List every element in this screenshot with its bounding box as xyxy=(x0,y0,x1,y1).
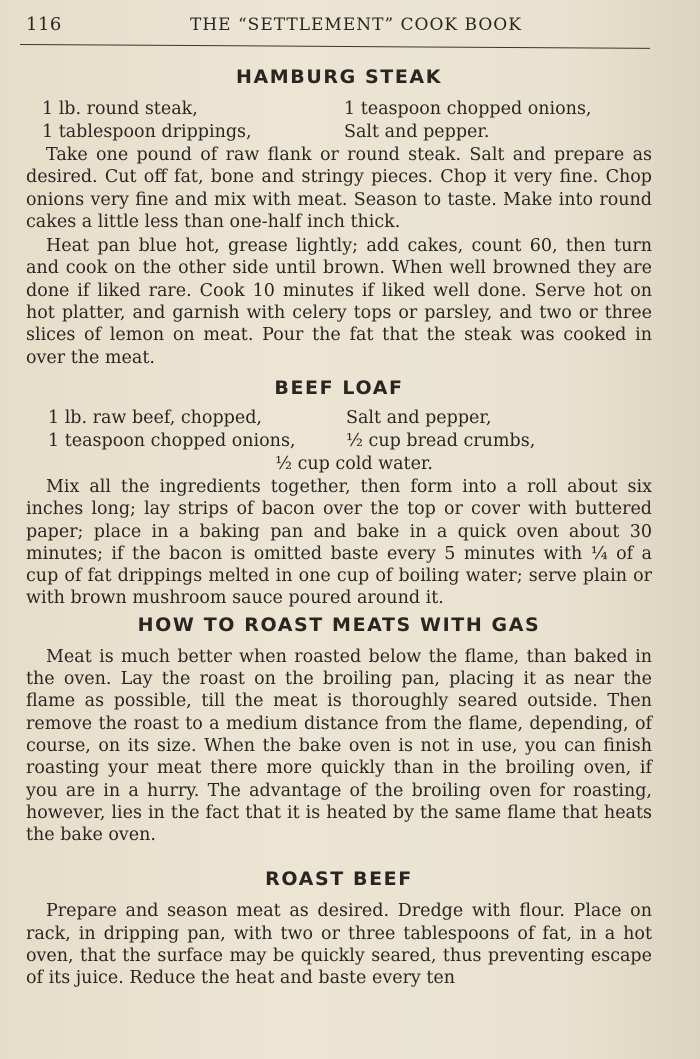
ingredient: 1 lb. round steak, xyxy=(42,99,198,119)
ingredient: Salt and pepper. xyxy=(344,122,490,142)
ingredient: 1 lb. raw beef, chopped, xyxy=(48,407,262,428)
paragraph: Meat is much better when roasted below the flame, than baked in the oven. Lay the roast on the broiling pan, placing it as near the flame as possible, till the meat is thoroughly seared outside. Then remove the roast to a medium distance from the flame, depending, of course, on its size. When the bake oven is not in use, you can finish roasting your meat there more quickly than in the broiling oven, if you are in a hurry. The advantage of the broiling oven for roasting, however, lies in the fact that it is heated by the same flame that heats the bake oven. xyxy=(26,646,652,846)
recipe-title-hamburg-steak: HAMBURG STEAK xyxy=(235,66,443,88)
ingredient-list-beef-loaf xyxy=(26,407,652,476)
section-title-roast-meats-with-gas: HOW TO ROAST MEATS WITH GAS xyxy=(137,613,541,636)
ingredient: 1 tablespoon drippings, xyxy=(42,122,252,142)
ingredient: Salt and pepper, xyxy=(346,407,492,428)
recipe-title-roast-beef: ROAST BEEF xyxy=(265,868,413,891)
ingredient-list-hamburg-steak xyxy=(26,98,652,144)
ingredient: 1 teaspoon chopped onions, xyxy=(48,430,296,451)
header-rule xyxy=(20,44,650,49)
page-number: 116 xyxy=(26,14,62,35)
recipe-title-beef-loaf: BEEF LOAF xyxy=(274,376,404,399)
ingredient: 1 teaspoon chopped onions, xyxy=(344,99,592,119)
paragraph: Heat pan blue hot, grease lightly; add cakes, count 60, then turn and cook on the other side until brown. When well browned they are done if liked rare. Cook 10 minutes if liked well done. Serve hot on hot platter, and garnish with celery tops or parsley, and two or three slices of lemon on meat. Pour the fat that the steak was cooked in over the meat. xyxy=(26,236,652,368)
paragraph: Prepare and season meat as desired. Dredge with flour. Place on rack, in dripping pan, with two or three tablespoons of fat, in a hot oven, that the surface may be quickly seared, thus preventing escape of its juice. Reduce the heat and baste every ten xyxy=(26,901,652,989)
ingredient: ½ cup bread crumbs, xyxy=(346,430,536,451)
paragraph: Mix all the ingredients together, then form into a roll about six inches long; lay strips of bacon over the top or cover with buttered paper; place in a baking pan and bake in a quick oven about 30 minutes; if the bacon is omitted baste every 5 minutes with ¼ of a cup of fat drippings melted in one cup of boiling water; serve plain or with brown mushroom sauce poured around it. xyxy=(26,476,652,609)
paragraph: Take one pound of raw flank or round steak. Salt and prepare as desired. Cut off fat, bone and stringy pieces. Chop it very fine. Chop onions very fine and mix with meat. Season to taste. Make into round cakes a little less than one-half inch thick. xyxy=(26,145,652,232)
running-head xyxy=(26,14,652,44)
page-content xyxy=(26,64,652,990)
ingredient: ½ cup cold water. xyxy=(275,453,433,474)
book-title: THE “SETTLEMENT” COOK BOOK xyxy=(190,15,522,35)
